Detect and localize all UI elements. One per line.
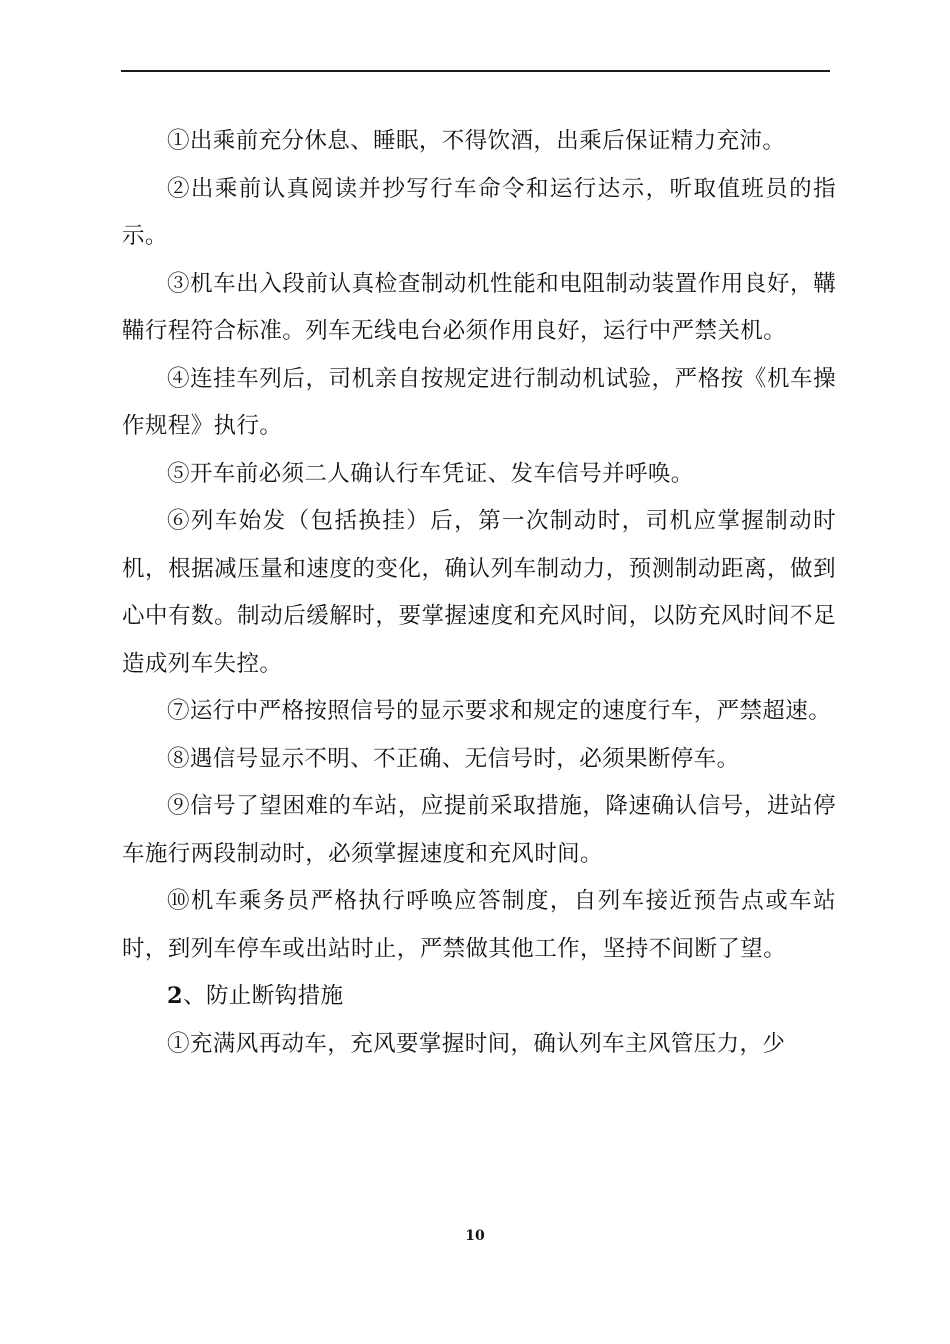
section-heading-title: 、防止断钩措施 (183, 983, 344, 1009)
paragraph-3: ③机车出入段前认真检查制动机性能和电阻制动装置作用良好，鞲鞴行程符合标准。列车无线电台必须作用良好，运行中严禁关机。 (122, 270, 836, 344)
document-body (122, 118, 836, 1068)
paragraph-9: ⑨信号了望困难的车站，应提前采取措施，降速确认信号，进站停车施行两段制动时，必须掌握速度和充风时间。 (122, 793, 836, 867)
paragraph-4: ④连挂车列后，司机亲自按规定进行制动机试验，严格按《机车操作规程》执行。 (122, 365, 836, 439)
paragraph-8: ⑧遇信号显示不明、不正确、无信号时，必须果断停车。 (167, 745, 740, 772)
section-heading-number: 2 (167, 983, 184, 1009)
paragraph-10: ⑩机车乘务员严格执行呼唤应答制度，自列车接近预告点或车站时，到列车停车或出站时止，严禁做其他工作，坚持不间断了望。 (122, 888, 836, 962)
paragraph-1: ①出乘前充分休息、睡眠，不得饮酒，出乘后保证精力充沛。 (167, 128, 786, 154)
header-rule (121, 70, 830, 72)
section-heading (122, 973, 836, 1021)
paragraph-7: ⑦运行中严格按照信号的显示要求和规定的速度行车，严禁超速。 (167, 698, 832, 724)
paragraph-2: ②出乘前认真阅读并抄写行车命令和运行达示，听取值班员的指示。 (122, 175, 836, 249)
paragraph-6: ⑥列车始发（包括换挂）后，第一次制动时，司机应掌握制动时机，根据减压量和速度的变化，确认列车制动力，预测制动距离，做到心中有数。制动后缓解时，要掌握速度和充风时间，以防充风时间不足造成列车失控。 (122, 508, 836, 677)
paragraph-5: ⑤开车前必须二人确认行车凭证、发车信号并呼唤。 (167, 460, 694, 487)
page-number: 10 (465, 1228, 485, 1244)
paragraph-11: ①充满风再动车，充风要掌握时间，确认列车主风管压力，少 (167, 1030, 786, 1057)
